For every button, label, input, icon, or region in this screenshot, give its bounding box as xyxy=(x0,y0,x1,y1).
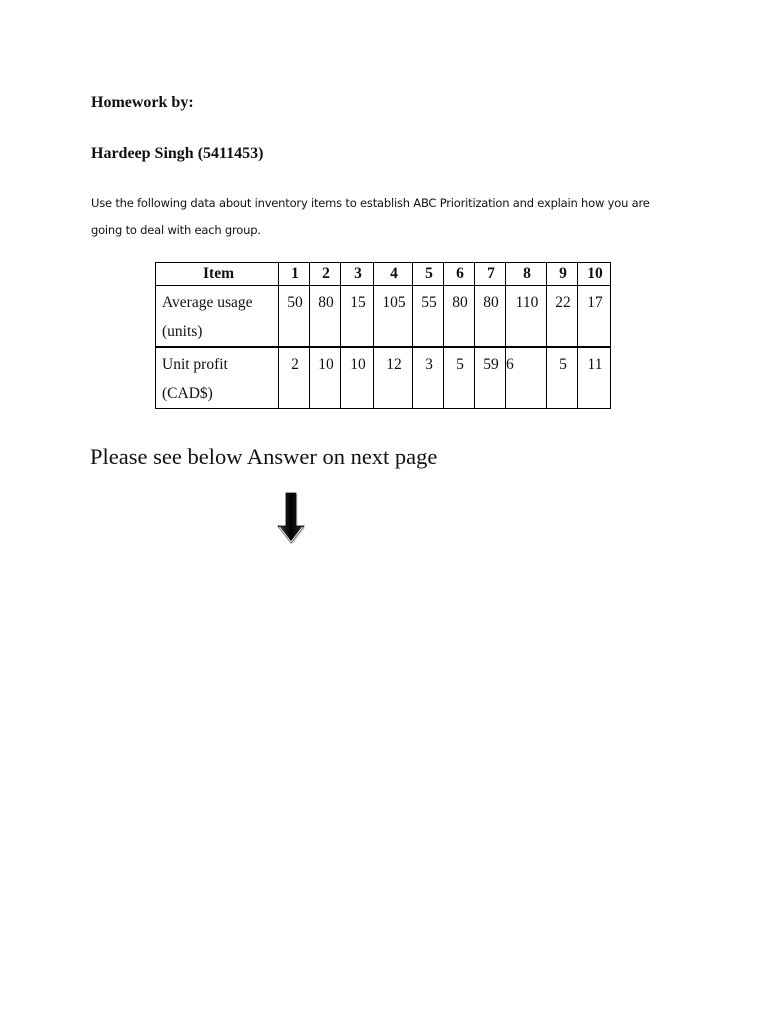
usage-cell: 110 xyxy=(506,286,547,348)
instructions-line-2: going to deal with each group. xyxy=(91,223,261,237)
down-arrow-icon xyxy=(275,490,307,546)
usage-cell: 17 xyxy=(578,286,611,348)
row-label-unit: (CAD$) xyxy=(162,385,213,402)
profit-cell: 3 xyxy=(413,347,444,409)
instructions-line-1: Use the following data about inventory items to establish ABC Prioritization and explain how you are xyxy=(91,196,650,210)
answer-note: Please see below Answer on next page xyxy=(90,444,438,469)
profit-cell: 2 xyxy=(279,347,310,409)
usage-cell: 22 xyxy=(547,286,578,348)
usage-cell: 80 xyxy=(444,286,475,348)
inventory-table xyxy=(155,262,611,409)
header-cell: 1 xyxy=(279,263,310,286)
table-row-unit-profit xyxy=(156,347,611,409)
profit-cell: 10 xyxy=(310,347,341,409)
usage-cell: 105 xyxy=(374,286,413,348)
instructions-paragraph xyxy=(91,190,691,244)
profit-cell: 10 xyxy=(341,347,374,409)
profit-cell: 11 xyxy=(578,347,611,409)
profit-cell: 6 xyxy=(506,347,547,409)
table-row-average-usage xyxy=(156,286,611,348)
profit-cell: 5 xyxy=(444,347,475,409)
header-cell: 7 xyxy=(475,263,506,286)
header-cell: 4 xyxy=(374,263,413,286)
row-label-line: Average usage xyxy=(162,294,253,311)
usage-cell: 50 xyxy=(279,286,310,348)
profit-cell: 5 xyxy=(547,347,578,409)
header-cell: 8 xyxy=(506,263,547,286)
homework-by-label: Homework by: xyxy=(91,94,194,111)
row-label-average-usage xyxy=(156,286,279,348)
usage-cell: 80 xyxy=(475,286,506,348)
header-item-label: Item xyxy=(156,263,279,286)
header-cell: 6 xyxy=(444,263,475,286)
table-header-row xyxy=(156,263,611,286)
author-name: Hardeep Singh (5411453) xyxy=(91,145,264,162)
usage-cell: 15 xyxy=(341,286,374,348)
header-cell: 9 xyxy=(547,263,578,286)
row-label-line: Unit profit xyxy=(162,356,228,373)
header-cell: 5 xyxy=(413,263,444,286)
header-cell: 10 xyxy=(578,263,611,286)
row-label-unit-profit xyxy=(156,347,279,409)
header-cell: 3 xyxy=(341,263,374,286)
profit-cell: 12 xyxy=(374,347,413,409)
usage-cell: 80 xyxy=(310,286,341,348)
header-cell: 2 xyxy=(310,263,341,286)
usage-cell: 55 xyxy=(413,286,444,348)
row-label-unit: (units) xyxy=(162,323,203,340)
profit-cell: 59 xyxy=(475,347,506,409)
